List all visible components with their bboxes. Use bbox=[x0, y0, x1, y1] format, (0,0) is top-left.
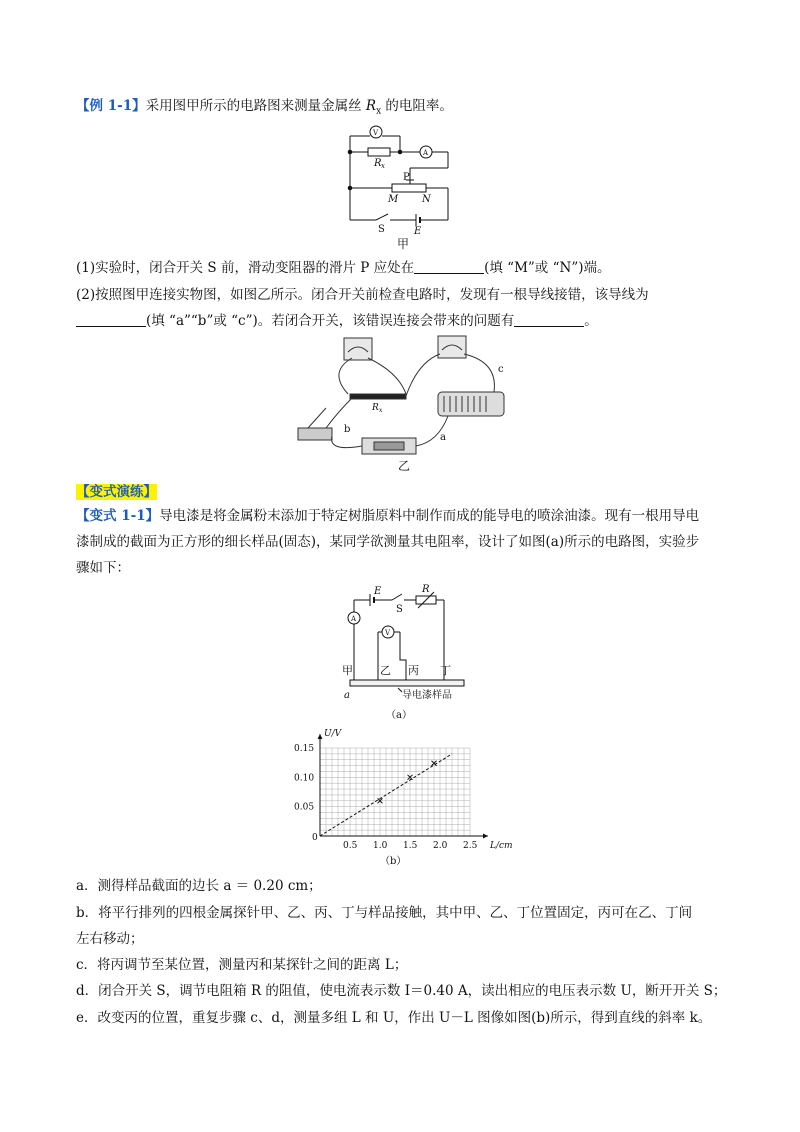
x-tick-label: 2.5 bbox=[463, 841, 478, 851]
rx-wire-board bbox=[350, 394, 406, 399]
step-b-line-1: b．将平行排列的四根金属探针甲、乙、丙、丁与样品接触，其中甲、乙、丁位置固定，丙可在乙、丁间 bbox=[76, 905, 693, 921]
switch-device bbox=[298, 428, 332, 440]
question-2-options: (填 “a”“b”或 “c”)。若闭合开关，该错误连接会带来的问题有 bbox=[146, 313, 515, 329]
end-n-label: N bbox=[422, 194, 431, 205]
x-tick-label: 0.5 bbox=[343, 841, 358, 851]
example-tag: 【例 1-1】 bbox=[76, 98, 146, 114]
variant-line-2: 漆制成的截面为正方形的细长样品(固态)，某同学欲测量其电阻率，设计了如图(a)所示的电路图，实验步 bbox=[76, 534, 700, 550]
sample-edge-label: a bbox=[344, 690, 350, 701]
y-tick-label: 0.10 bbox=[294, 773, 315, 784]
chart-grid bbox=[320, 748, 470, 836]
ammeter-device bbox=[438, 336, 466, 358]
wire-b-label: b bbox=[344, 424, 351, 435]
voltmeter-label: V bbox=[373, 129, 379, 137]
slider-p-label: P bbox=[403, 172, 410, 183]
variant-tag: 【变式 1-1】 bbox=[76, 508, 160, 524]
variant-text-1: 导电漆是将金属粉末添加于特定树脂原料中制作而成的能导电的喷涂油漆。现有一根用导电 bbox=[159, 508, 700, 524]
variant-line-3: 骤如下： bbox=[76, 560, 130, 576]
variant-header: 【变式演练】 bbox=[76, 484, 157, 500]
apparatus-illustration-yi bbox=[288, 332, 528, 472]
rx-label-sub: x bbox=[381, 162, 385, 170]
rx-photo-label-sub: x bbox=[379, 407, 383, 414]
battery-label: E bbox=[414, 226, 422, 237]
wire-c-label: c bbox=[498, 364, 504, 375]
x-axis-label: L/cm bbox=[490, 841, 513, 851]
circuit-a-ammeter-label: A bbox=[351, 615, 357, 623]
probe-yi-label: 乙 bbox=[380, 664, 391, 677]
rx-subscript: x bbox=[376, 106, 382, 117]
step-a: a．测得样品截面的边长 a ＝ 0.20 cm； bbox=[76, 878, 322, 894]
wire-c bbox=[464, 354, 494, 392]
answer-blank-3[interactable] bbox=[514, 312, 584, 327]
rheostat-device bbox=[438, 392, 504, 416]
rx-resistor bbox=[368, 148, 390, 156]
circuit-a-caption: （a） bbox=[386, 710, 412, 721]
x-axis-arrow bbox=[483, 834, 488, 839]
answer-blank-2[interactable] bbox=[76, 312, 146, 327]
circuit-jia-caption: 甲 bbox=[397, 237, 410, 251]
end-m-label: M bbox=[388, 194, 399, 205]
step-e: e．改变丙的位置，重复步骤 c、d，测量多组 L 和 U，作出 U－L 图像如图(b)所示，得到直线的斜率 k。 bbox=[76, 1010, 712, 1026]
step-b-line-2: 左右移动； bbox=[76, 931, 144, 947]
circuit-diagram-jia bbox=[340, 124, 480, 249]
x-tick-label: 1.0 bbox=[373, 841, 388, 851]
wire-a-label: a bbox=[440, 432, 446, 443]
question-2-line-2 bbox=[76, 311, 726, 331]
ammeter-label: A bbox=[423, 149, 429, 157]
rx-photo-label: R bbox=[372, 403, 379, 413]
question-2-end: 。 bbox=[584, 313, 598, 329]
example-intro: 采用图甲所示的电路图来测量金属丝 bbox=[145, 98, 366, 114]
wire-b bbox=[332, 436, 362, 448]
rx-symbol: R bbox=[365, 98, 377, 114]
sample-label: 导电漆样品 bbox=[402, 690, 452, 701]
question-1 bbox=[76, 258, 726, 278]
step-c: c．将丙调节至某位置，测量丙和某探针之间的距离 L； bbox=[76, 957, 408, 973]
circuit-a-e-label: E bbox=[374, 586, 382, 597]
y-axis-arrow bbox=[318, 734, 323, 739]
probe-jia-label: 甲 bbox=[342, 664, 353, 677]
answer-blank-1[interactable] bbox=[414, 259, 484, 274]
u-l-chart bbox=[290, 728, 513, 868]
chart-caption: （b） bbox=[380, 856, 407, 867]
example-intro-end: 的电阻率。 bbox=[381, 98, 453, 114]
circuit-a-voltmeter-label: V bbox=[385, 629, 391, 637]
circuit-diagram-a bbox=[330, 580, 470, 730]
step-d: d．闭合开关 S，调节电阻箱 R 的阻值，使电流表示数 I＝0.40 A，读出相应的电压表示数 U，断开开关 S； bbox=[76, 983, 727, 999]
variant-header-line bbox=[76, 482, 726, 502]
x-tick-label: 2.0 bbox=[433, 841, 448, 851]
photo-yi-caption: 乙 bbox=[398, 459, 411, 473]
y-axis-label: U/V bbox=[324, 729, 342, 739]
probe-ding-label: 丁 bbox=[440, 664, 451, 677]
conductive-sample bbox=[350, 680, 464, 686]
switch-label: S bbox=[378, 224, 385, 235]
rx-label: R bbox=[374, 158, 382, 169]
y-tick-label: 0.05 bbox=[294, 802, 315, 813]
probe-bing-label: 丙 bbox=[408, 664, 419, 677]
circuit-a-r-label: R bbox=[422, 584, 430, 595]
variant-line-1 bbox=[76, 506, 726, 526]
question-1-text: (1)实验时，闭合开关 S 前，滑动变阻器的滑片 P 应处在 bbox=[76, 260, 415, 276]
question-2-line-1: (2)按照图甲连接实物图，如图乙所示。闭合开关前检查电路时，发现有一根导线接错，该导线为 bbox=[76, 287, 649, 303]
y-tick-label: 0.15 bbox=[294, 744, 315, 754]
question-1-options: (填 “M”或 “N”)端。 bbox=[484, 260, 611, 276]
origin-label: 0 bbox=[312, 833, 318, 843]
switch-s bbox=[376, 214, 388, 220]
example-intro-line bbox=[76, 96, 726, 122]
x-tick-label: 1.5 bbox=[403, 841, 418, 851]
circuit-a-s-label: S bbox=[396, 604, 403, 615]
rheostat bbox=[392, 184, 426, 192]
voltmeter-device bbox=[344, 338, 372, 360]
